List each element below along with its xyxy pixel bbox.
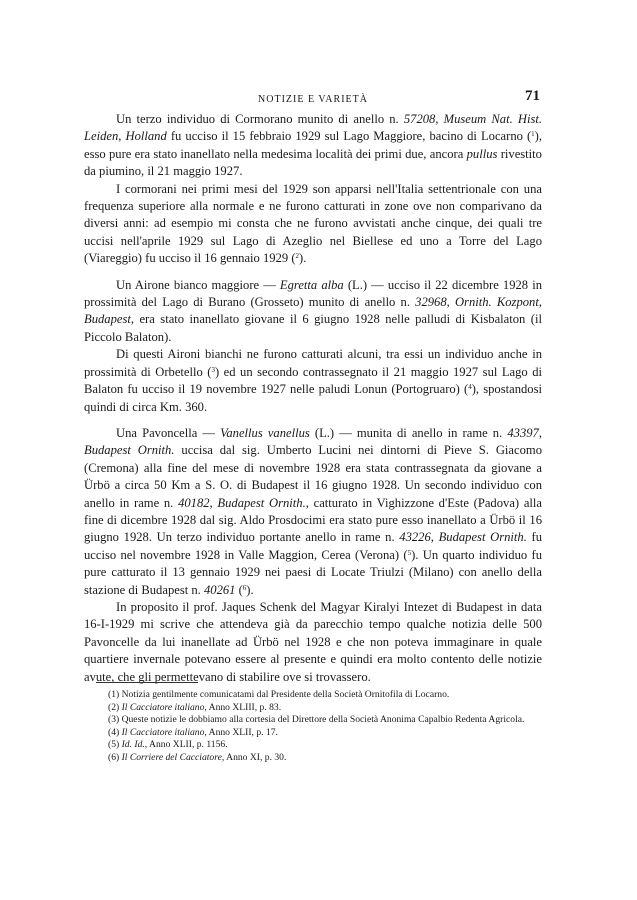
footnote-marker: 1 bbox=[531, 130, 535, 139]
italic-run: Museum Nat. Hist. Leiden bbox=[84, 112, 543, 144]
text-run: ) ed un secondo contrassegnato il 21 maggio 1927 sul Lago di Balaton fu ucciso il 19 novembre 1927 nelle paludi Lonun (Portogruaro) ( bbox=[84, 364, 543, 397]
text-run: (3) Queste notizie le dobbiamo alla cortesia del Direttore della Società Anonima Capalbio Redenta Agricola. bbox=[108, 714, 525, 725]
text-run: ). bbox=[299, 251, 307, 266]
text-run: fu ucciso nel novembre 1928 in Valle Maggion, Cerea (Verona) ( bbox=[84, 530, 543, 562]
text-run: (L.) — munita di anello in rame n. bbox=[309, 425, 508, 440]
text-run: (L.) — ucciso il 22 dicembre 1928 in prossimità del Lago di Burano (Grosseto) munito di anello n. bbox=[84, 277, 542, 310]
text-run: ). Un quarto individuo fu pure catturato il 13 gennaio 1929 nei paesi di Locate Triulzi (Milano) con anello della stazione di Budapest n. bbox=[84, 547, 542, 597]
italic-run: Vanellus vanellus bbox=[220, 425, 310, 440]
footnote bbox=[96, 739, 542, 752]
text-run: ), esso pure era stato inanellato nella medesima località dei primi due, ancora bbox=[84, 129, 543, 161]
text-run: Un terzo individuo di Cormorano munito di anello n. bbox=[116, 112, 404, 126]
italic-run: Budapest Ornith. bbox=[217, 495, 306, 510]
page-header bbox=[84, 88, 542, 108]
text-run: Un Airone bianco maggiore — bbox=[116, 277, 280, 292]
footnote-marker: 2 bbox=[295, 252, 300, 261]
text-run: , catturato in Vighizzone d'Este (Padova) alla fine di dicembre 1928 dal sig. Aldo Prosdocimi era stato pure esso inanellato a Ürbö il 16 giugno 1928. Un terzo individuo portante anello in rame n. bbox=[84, 495, 543, 545]
text-run: , bbox=[209, 495, 218, 510]
text-run: (1) Notizia gentilmente comunicatami dal Presidente della Società Ornitofila di Locarno. bbox=[108, 689, 450, 700]
footnotes bbox=[96, 689, 542, 764]
italic-run: Il Corriere del Cacciatore bbox=[121, 751, 222, 763]
text-run: (5) bbox=[108, 739, 122, 750]
italic-run: Ornith. Kozpont bbox=[454, 295, 539, 310]
text-run: , Anno XLII, p. 17. bbox=[204, 726, 278, 738]
article-body bbox=[84, 111, 542, 686]
footnote-marker: 6 bbox=[242, 583, 247, 592]
text-run: uccisa dal sig. Umberto Lucini nei dintorni di Pieve S. Giacomo (Cremona) alla fine del mese di novembre 1928 era stata contrassegnata da giovane a Ürbö a circa 50 Km a S. O. di Budapest il 16 giugno 1928. Un secondo individuo con anello in rame n. bbox=[84, 443, 542, 510]
italic-run: Budapest Ornith. bbox=[84, 443, 175, 458]
italic-run: Egretta alba bbox=[279, 277, 344, 292]
footnote-divider bbox=[96, 682, 198, 683]
text-run: ( bbox=[235, 582, 243, 597]
text-run: , era stato inanellato giovane il 6 giugno 1928 nelle palludi di Kisbalaton (il Piccolo Balaton). bbox=[84, 312, 542, 344]
italic-run: Budapest Ornith. bbox=[438, 530, 527, 545]
paragraph bbox=[84, 277, 542, 347]
footnote bbox=[96, 702, 542, 715]
text-run: , bbox=[538, 425, 542, 440]
footnote-marker: 3 bbox=[211, 365, 215, 374]
text-run: fu ucciso il 15 febbraio 1929 sul Lago Maggiore, bacino di Locarno ( bbox=[166, 129, 532, 144]
paragraph bbox=[84, 181, 542, 268]
text-run: Di questi Aironi bianchi ne furono catturati alcuni, tra essi un individuo anche in prossimità di Orbetello ( bbox=[84, 347, 542, 379]
paragraph bbox=[84, 425, 542, 599]
italic-run: Holland bbox=[125, 129, 167, 144]
text-run: (6) bbox=[108, 751, 122, 763]
footnote-marker: 4 bbox=[468, 383, 472, 392]
italic-run: Budapest bbox=[84, 312, 131, 327]
italic-run: Il Cacciatore italiano bbox=[121, 726, 205, 738]
text-run: , bbox=[430, 530, 439, 545]
text-run: ). bbox=[246, 582, 254, 597]
italic-run: Il Cacciatore italiano bbox=[121, 701, 205, 713]
text-run: , Anno XLII, p. 1156. bbox=[144, 739, 228, 750]
text-run: In proposito il prof. Jaques Schenk del Magyar Kiralyi Intezet di Budapest in data 16-I-1929 mi scrive che attendeva già da parecchio tempo qualche notizia delle 500 Pavoncelle da lui inanellate ad Ürbö nel 1928 e che non poteva immaginare in quale quartiere invernale potevano essere al presente e quindi era molto contento delle notizie avute, che gli permettevano di stabilire ove si trovassero. bbox=[84, 599, 542, 684]
italic-run: pullus bbox=[466, 146, 498, 161]
page-number: 71 bbox=[525, 88, 540, 104]
paragraph bbox=[84, 346, 542, 416]
text-run: I cormorani nei primi mesi del 1929 son apparsi nell'Italia settentrionale con una frequenza superiore alla normale e ne furono catturati in zone ove non comparivano da diversi anni: ad esempio mi consta che ne furono avvistati anche cinque, dei quali tre uccisi nell'aprile 1929 sul Lago di Azeglio nel Biellese ed uno a Torre del Lago (Viareggio) fu ucciso il 16 gennaio 1929 ( bbox=[84, 181, 542, 266]
footnote bbox=[96, 689, 542, 702]
text-run: , bbox=[118, 129, 126, 144]
text-run: , bbox=[538, 295, 543, 310]
italic-run: Id. Id. bbox=[121, 739, 145, 750]
paragraph bbox=[84, 599, 542, 686]
text-run: (4) bbox=[108, 726, 122, 738]
text-run: , bbox=[435, 112, 444, 126]
italic-run: 43226 bbox=[399, 530, 431, 545]
text-run: (2) bbox=[108, 701, 122, 713]
italic-run: 32968 bbox=[415, 295, 447, 310]
text-run: , Anno XI, p. 30. bbox=[221, 751, 287, 763]
running-title: NOTIZIE E VARIETÀ bbox=[258, 94, 368, 105]
italic-run: 43397 bbox=[507, 425, 539, 440]
text-run: ), spostandosi quindi di circa Km. 360. bbox=[84, 382, 543, 414]
text-run: , bbox=[446, 295, 455, 310]
paragraph bbox=[84, 111, 542, 181]
italic-run: 40182 bbox=[178, 495, 210, 510]
italic-run: 40261 bbox=[203, 582, 236, 597]
text-run: , Anno XLIII, p. 83. bbox=[204, 701, 282, 713]
text-run: rivestito da piumino, il 21 maggio 1927. bbox=[84, 146, 542, 179]
footnote bbox=[96, 714, 542, 727]
italic-run: 57208 bbox=[403, 112, 436, 126]
footnote bbox=[96, 727, 542, 740]
footnote-marker: 5 bbox=[407, 548, 412, 557]
text-run: Una Pavoncella — bbox=[116, 425, 221, 440]
footnote bbox=[96, 752, 542, 765]
